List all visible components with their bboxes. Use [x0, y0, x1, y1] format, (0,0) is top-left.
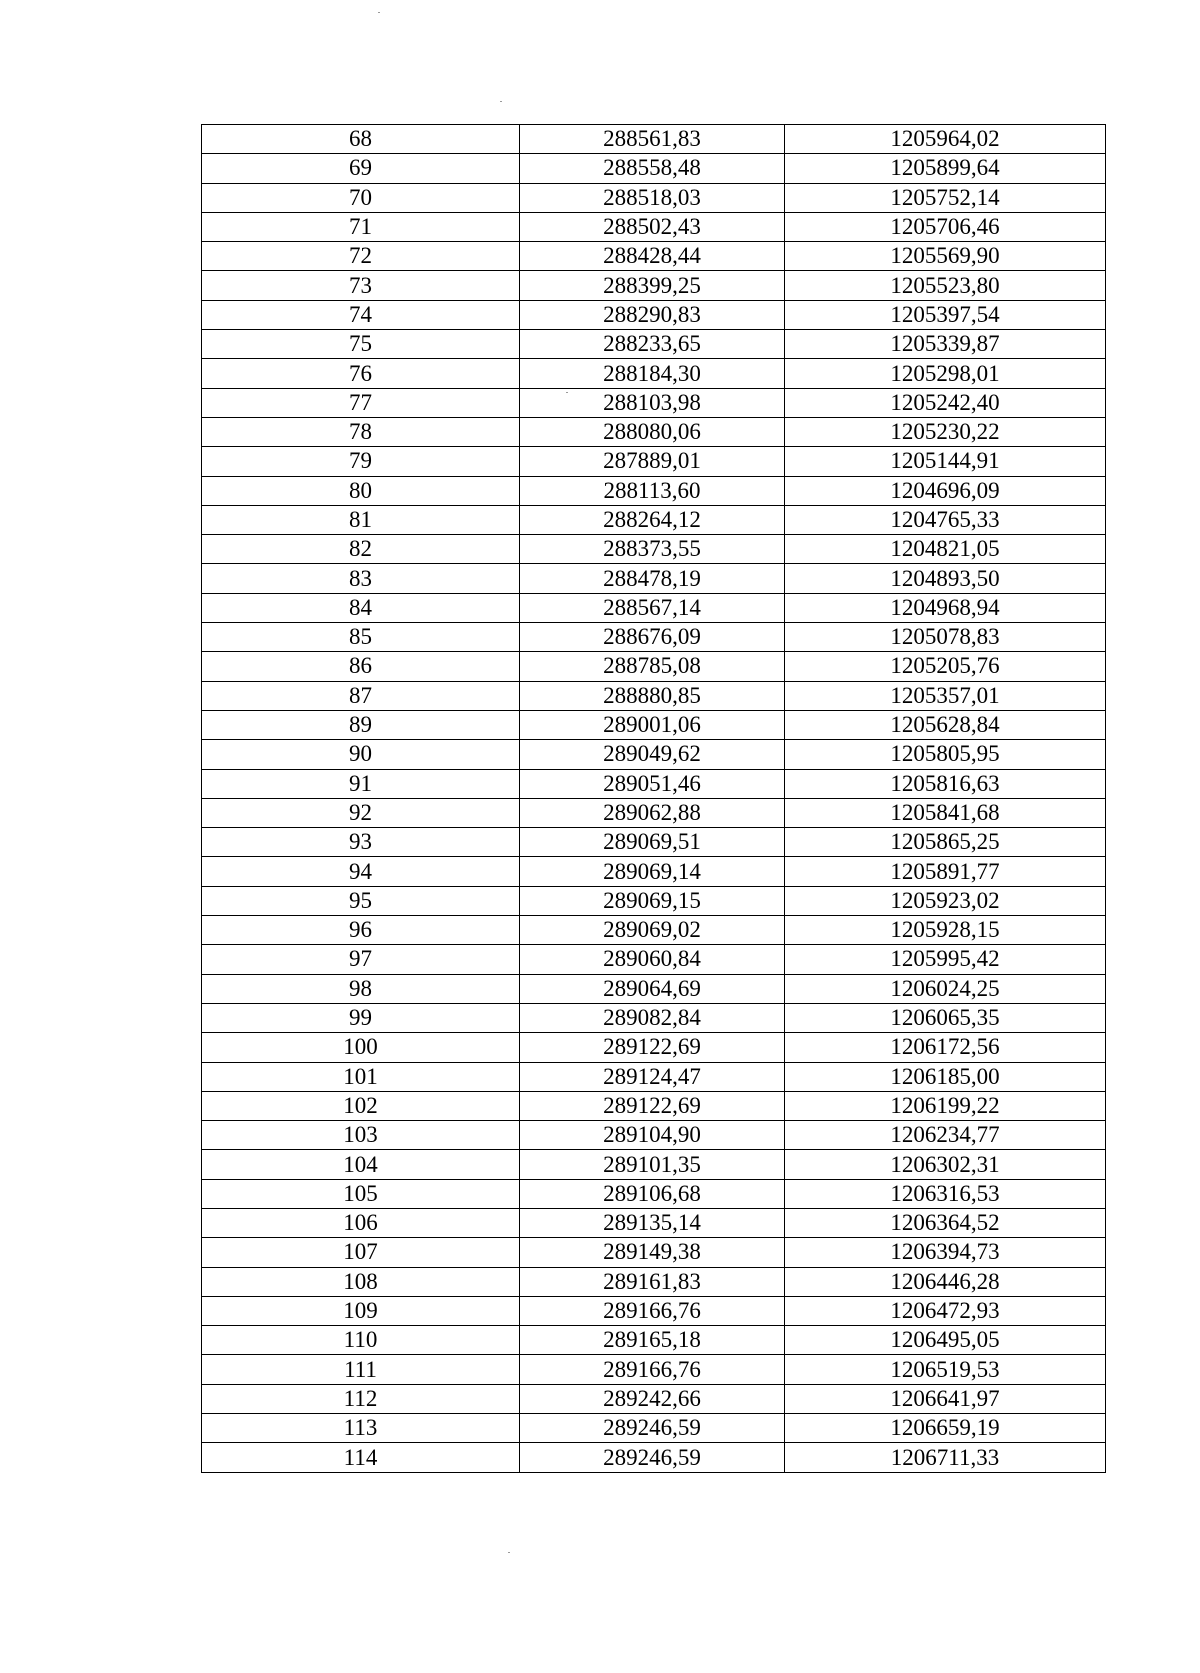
x-coordinate-cell: 288080,06 — [520, 417, 785, 446]
y-coordinate-cell: 1205357,01 — [785, 681, 1106, 710]
y-coordinate-cell: 1205816,63 — [785, 769, 1106, 798]
x-coordinate-cell: 288184,30 — [520, 359, 785, 388]
point-number-cell: 87 — [202, 681, 520, 710]
x-coordinate-cell: 289135,14 — [520, 1208, 785, 1237]
table-row — [202, 681, 1106, 710]
table-row — [202, 828, 1106, 857]
table-row — [202, 242, 1106, 271]
y-coordinate-cell: 1205891,77 — [785, 857, 1106, 886]
table-row — [202, 476, 1106, 505]
scan-speck — [378, 12, 380, 13]
y-coordinate-cell: 1205995,42 — [785, 945, 1106, 974]
y-coordinate-cell: 1205397,54 — [785, 300, 1106, 329]
x-coordinate-cell: 289051,46 — [520, 769, 785, 798]
point-number-cell: 110 — [202, 1326, 520, 1355]
point-number-cell: 109 — [202, 1296, 520, 1325]
y-coordinate-cell: 1205964,02 — [785, 125, 1106, 154]
x-coordinate-cell: 288880,85 — [520, 681, 785, 710]
x-coordinate-cell: 287889,01 — [520, 447, 785, 476]
table-row — [202, 1062, 1106, 1091]
x-coordinate-cell: 288502,43 — [520, 212, 785, 241]
table-row — [202, 1091, 1106, 1120]
y-coordinate-cell: 1205706,46 — [785, 212, 1106, 241]
x-coordinate-cell: 289122,69 — [520, 1033, 785, 1062]
table-row — [202, 271, 1106, 300]
x-coordinate-cell: 288785,08 — [520, 652, 785, 681]
table-row — [202, 505, 1106, 534]
x-coordinate-cell: 289060,84 — [520, 945, 785, 974]
point-number-cell: 98 — [202, 974, 520, 1003]
point-number-cell: 75 — [202, 330, 520, 359]
point-number-cell: 86 — [202, 652, 520, 681]
x-coordinate-cell: 289104,90 — [520, 1121, 785, 1150]
y-coordinate-cell: 1205841,68 — [785, 798, 1106, 827]
y-coordinate-cell: 1204893,50 — [785, 564, 1106, 593]
x-coordinate-cell: 289122,69 — [520, 1091, 785, 1120]
table-row — [202, 388, 1106, 417]
table-row — [202, 300, 1106, 329]
point-number-cell: 106 — [202, 1208, 520, 1237]
y-coordinate-cell: 1206316,53 — [785, 1179, 1106, 1208]
table-row — [202, 535, 1106, 564]
y-coordinate-cell: 1205144,91 — [785, 447, 1106, 476]
y-coordinate-cell: 1206065,35 — [785, 1003, 1106, 1032]
point-number-cell: 78 — [202, 417, 520, 446]
point-number-cell: 93 — [202, 828, 520, 857]
table-row — [202, 1003, 1106, 1032]
x-coordinate-cell: 289246,59 — [520, 1443, 785, 1472]
table-row — [202, 857, 1106, 886]
y-coordinate-cell: 1206199,22 — [785, 1091, 1106, 1120]
x-coordinate-cell: 288399,25 — [520, 271, 785, 300]
y-coordinate-cell: 1206519,53 — [785, 1355, 1106, 1384]
x-coordinate-cell: 288233,65 — [520, 330, 785, 359]
y-coordinate-cell: 1204696,09 — [785, 476, 1106, 505]
table-row — [202, 974, 1106, 1003]
point-number-cell: 99 — [202, 1003, 520, 1032]
y-coordinate-cell: 1206446,28 — [785, 1267, 1106, 1296]
point-number-cell: 103 — [202, 1121, 520, 1150]
y-coordinate-cell: 1205899,64 — [785, 154, 1106, 183]
scan-speck — [500, 101, 502, 102]
point-number-cell: 85 — [202, 623, 520, 652]
y-coordinate-cell: 1206364,52 — [785, 1208, 1106, 1237]
x-coordinate-cell: 289161,83 — [520, 1267, 785, 1296]
point-number-cell: 114 — [202, 1443, 520, 1472]
y-coordinate-cell: 1205078,83 — [785, 623, 1106, 652]
x-coordinate-cell: 288373,55 — [520, 535, 785, 564]
x-coordinate-cell: 288518,03 — [520, 183, 785, 212]
coordinates-table-container — [201, 124, 1105, 1473]
x-coordinate-cell: 289069,02 — [520, 916, 785, 945]
y-coordinate-cell: 1205569,90 — [785, 242, 1106, 271]
point-number-cell: 84 — [202, 593, 520, 622]
point-number-cell: 89 — [202, 710, 520, 739]
x-coordinate-cell: 288478,19 — [520, 564, 785, 593]
table-row — [202, 359, 1106, 388]
point-number-cell: 95 — [202, 886, 520, 915]
y-coordinate-cell: 1205230,22 — [785, 417, 1106, 446]
x-coordinate-cell: 289101,35 — [520, 1150, 785, 1179]
point-number-cell: 82 — [202, 535, 520, 564]
x-coordinate-cell: 288264,12 — [520, 505, 785, 534]
y-coordinate-cell: 1206641,97 — [785, 1384, 1106, 1413]
x-coordinate-cell: 289149,38 — [520, 1238, 785, 1267]
point-number-cell: 91 — [202, 769, 520, 798]
x-coordinate-cell: 289001,06 — [520, 710, 785, 739]
y-coordinate-cell: 1205752,14 — [785, 183, 1106, 212]
y-coordinate-cell: 1206711,33 — [785, 1443, 1106, 1472]
y-coordinate-cell: 1205298,01 — [785, 359, 1106, 388]
x-coordinate-cell: 289064,69 — [520, 974, 785, 1003]
x-coordinate-cell: 289124,47 — [520, 1062, 785, 1091]
table-row — [202, 1355, 1106, 1384]
y-coordinate-cell: 1206024,25 — [785, 974, 1106, 1003]
y-coordinate-cell: 1205805,95 — [785, 740, 1106, 769]
table-row — [202, 593, 1106, 622]
table-row — [202, 1208, 1106, 1237]
y-coordinate-cell: 1206234,77 — [785, 1121, 1106, 1150]
point-number-cell: 108 — [202, 1267, 520, 1296]
table-row — [202, 1121, 1106, 1150]
point-number-cell: 68 — [202, 125, 520, 154]
table-row — [202, 769, 1106, 798]
x-coordinate-cell: 289166,76 — [520, 1355, 785, 1384]
coordinates-table-body — [202, 125, 1106, 1473]
table-row — [202, 1179, 1106, 1208]
table-row — [202, 1414, 1106, 1443]
point-number-cell: 97 — [202, 945, 520, 974]
table-row — [202, 1326, 1106, 1355]
y-coordinate-cell: 1206172,56 — [785, 1033, 1106, 1062]
x-coordinate-cell: 289106,68 — [520, 1179, 785, 1208]
point-number-cell: 71 — [202, 212, 520, 241]
table-row — [202, 1150, 1106, 1179]
point-number-cell: 80 — [202, 476, 520, 505]
x-coordinate-cell: 289069,51 — [520, 828, 785, 857]
x-coordinate-cell: 288290,83 — [520, 300, 785, 329]
table-row — [202, 1384, 1106, 1413]
table-row — [202, 417, 1106, 446]
point-number-cell: 69 — [202, 154, 520, 183]
y-coordinate-cell: 1205928,15 — [785, 916, 1106, 945]
point-number-cell: 73 — [202, 271, 520, 300]
y-coordinate-cell: 1206394,73 — [785, 1238, 1106, 1267]
x-coordinate-cell: 289246,59 — [520, 1414, 785, 1443]
point-number-cell: 72 — [202, 242, 520, 271]
table-row — [202, 1033, 1106, 1062]
table-row — [202, 798, 1106, 827]
y-coordinate-cell: 1206659,19 — [785, 1414, 1106, 1443]
y-coordinate-cell: 1204765,33 — [785, 505, 1106, 534]
point-number-cell: 92 — [202, 798, 520, 827]
table-row — [202, 1296, 1106, 1325]
coordinates-table — [201, 124, 1106, 1473]
point-number-cell: 94 — [202, 857, 520, 886]
point-number-cell: 100 — [202, 1033, 520, 1062]
x-coordinate-cell: 288113,60 — [520, 476, 785, 505]
point-number-cell: 104 — [202, 1150, 520, 1179]
scan-speck — [508, 1552, 510, 1553]
y-coordinate-cell: 1204968,94 — [785, 593, 1106, 622]
table-row — [202, 945, 1106, 974]
y-coordinate-cell: 1205523,80 — [785, 271, 1106, 300]
table-row — [202, 154, 1106, 183]
x-coordinate-cell: 288676,09 — [520, 623, 785, 652]
y-coordinate-cell: 1206495,05 — [785, 1326, 1106, 1355]
y-coordinate-cell: 1205242,40 — [785, 388, 1106, 417]
y-coordinate-cell: 1206302,31 — [785, 1150, 1106, 1179]
table-row — [202, 623, 1106, 652]
point-number-cell: 111 — [202, 1355, 520, 1384]
table-row — [202, 652, 1106, 681]
y-coordinate-cell: 1205628,84 — [785, 710, 1106, 739]
point-number-cell: 96 — [202, 916, 520, 945]
x-coordinate-cell: 288561,83 — [520, 125, 785, 154]
x-coordinate-cell: 288558,48 — [520, 154, 785, 183]
point-number-cell: 112 — [202, 1384, 520, 1413]
x-coordinate-cell: 289166,76 — [520, 1296, 785, 1325]
table-row — [202, 710, 1106, 739]
table-row — [202, 1443, 1106, 1472]
point-number-cell: 101 — [202, 1062, 520, 1091]
x-coordinate-cell: 289062,88 — [520, 798, 785, 827]
point-number-cell: 83 — [202, 564, 520, 593]
table-row — [202, 183, 1106, 212]
x-coordinate-cell: 288428,44 — [520, 242, 785, 271]
table-row — [202, 916, 1106, 945]
x-coordinate-cell: 289049,62 — [520, 740, 785, 769]
y-coordinate-cell: 1206472,93 — [785, 1296, 1106, 1325]
x-coordinate-cell: 289165,18 — [520, 1326, 785, 1355]
table-row — [202, 1238, 1106, 1267]
point-number-cell: 107 — [202, 1238, 520, 1267]
point-number-cell: 105 — [202, 1179, 520, 1208]
point-number-cell: 76 — [202, 359, 520, 388]
y-coordinate-cell: 1205865,25 — [785, 828, 1106, 857]
x-coordinate-cell: 288103,98 — [520, 388, 785, 417]
point-number-cell: 77 — [202, 388, 520, 417]
point-number-cell: 90 — [202, 740, 520, 769]
table-row — [202, 1267, 1106, 1296]
point-number-cell: 81 — [202, 505, 520, 534]
table-row — [202, 886, 1106, 915]
x-coordinate-cell: 289082,84 — [520, 1003, 785, 1032]
point-number-cell: 79 — [202, 447, 520, 476]
y-coordinate-cell: 1206185,00 — [785, 1062, 1106, 1091]
x-coordinate-cell: 288567,14 — [520, 593, 785, 622]
table-row — [202, 447, 1106, 476]
y-coordinate-cell: 1205339,87 — [785, 330, 1106, 359]
x-coordinate-cell: 289069,15 — [520, 886, 785, 915]
y-coordinate-cell: 1205923,02 — [785, 886, 1106, 915]
point-number-cell: 113 — [202, 1414, 520, 1443]
table-row — [202, 125, 1106, 154]
table-row — [202, 740, 1106, 769]
table-row — [202, 330, 1106, 359]
y-coordinate-cell: 1204821,05 — [785, 535, 1106, 564]
y-coordinate-cell: 1205205,76 — [785, 652, 1106, 681]
point-number-cell: 102 — [202, 1091, 520, 1120]
x-coordinate-cell: 289069,14 — [520, 857, 785, 886]
table-row — [202, 564, 1106, 593]
x-coordinate-cell: 289242,66 — [520, 1384, 785, 1413]
table-row — [202, 212, 1106, 241]
point-number-cell: 70 — [202, 183, 520, 212]
point-number-cell: 74 — [202, 300, 520, 329]
